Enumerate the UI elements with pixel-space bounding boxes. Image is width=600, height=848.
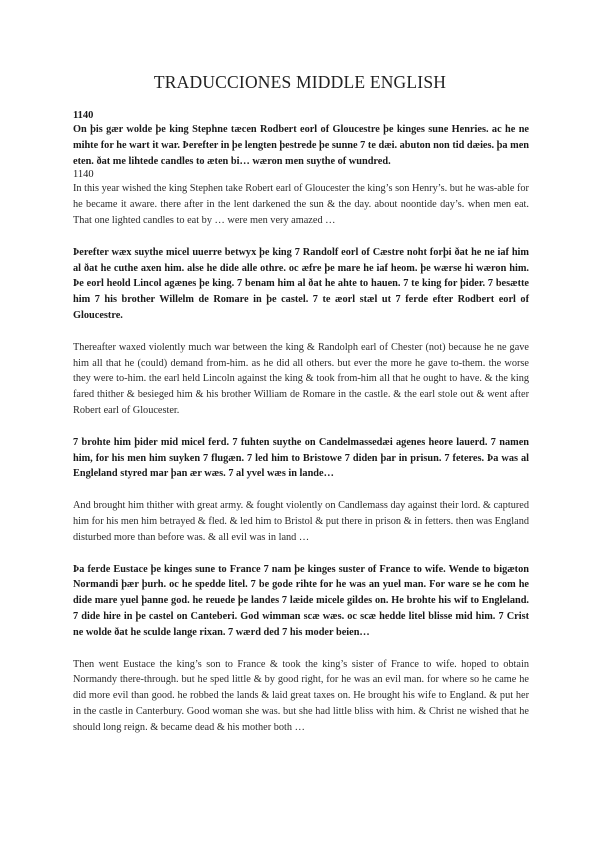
modern-translation-paragraph-3: And brought him thither with great army. & fought violently on Candlemass day against their lord. & captured him for his men him betrayed & fled. & led him to Bristol & put there in prison & in fetters. then was England disturbed more than before was. & all evil was in land … xyxy=(73,500,529,543)
old-english-paragraph-4: Þa ferde Eustace þe kinges sune to France 7 nam þe kinges suster of France to wife. Wende to bigæton Normandi þær þurh. oc he spedde litel. 7 be gode rihte for he was an yuel man. For ware se he com he dide mare yuel þanne god. he reuede þe landes 7 læide micele gildes on. He brohte his wif to Engleland. 7 dide hire in þe castel on Canteberi. God wimman scæ wæs. oc scæ hedde litel blisse mid him. 7 Crist ne wolde ðat he sculde lange rixan. 7 wærd ded 7 his moder beien… xyxy=(73,563,529,638)
year-heading: 1140 xyxy=(73,110,94,121)
year-heading-repeat: 1140 xyxy=(73,169,94,181)
modern-translation-paragraph-4: Then went Eustace the king’s son to France & took the king’s sister of France to wife. hoped to obtain Normandy there-through. but he sped little & by good right, for he was an evil man. for where so he came he did more evil than good. he robbed the lands & laid great taxes on. He brought his wife to England. & put her in the castle in Canterbury. Good woman she was. but she had little bliss with him. & Christ ne wished that he should long reign. & became dead & his mother both … xyxy=(73,658,529,733)
modern-translation-paragraph-2: Thereafter waxed violently much war between the king & Randolph earl of Chester (not) because he ne gave him all that he (could) demand from-him. as he did all others. but ever the more he gave to-them. the worse they were to-him. the earl held Lincoln against the king & took from-him all that he ought to have. & the king fared thither & besieged him & his brother William de Romare in the castle. & the earl stole out & went after Robert earl of Gloucester. xyxy=(73,341,529,416)
modern-translation-paragraph-1: In this year wished the king Stephen take Robert earl of Gloucester the king’s son Henry’s. but he was-able for he became it aware. there after in the lent darkened the sun & the day. about noontide day’s. when men eat. That one lighted candles to eat by … were men very amazed … xyxy=(73,183,529,226)
page-title: TRADUCCIONES MIDDLE ENGLISH xyxy=(153,72,447,92)
old-english-paragraph-2: Þerefter wæx suythe micel uuerre betwyx þe king 7 Randolf eorl of Cæstre noht forþi ðat he ne iaf him al ðat he cuthe axen him. alse he dide alle othre. oc æfre þe mare he iaf heom. þe wærse hi wæron him. Þe eorl heold Lincol agænes þe king. 7 benam him al ðat he ahte to hauen. 7 te king for þider. 7 besætte him 7 his brother Willelm de Romare in þe castel. 7 te æorl stæl ut 7 ferde efter Rodbert eorl of Gloucestre. xyxy=(73,246,529,321)
old-english-paragraph-1: On þis gær wolde þe king Stephne tæcen Rodbert eorl of Gloucestre þe kinges sune Henries. ac he ne mihte for he wart it war. Þerefter in þe lengten þestrede þe sunne 7 te dæi. abuton non tid dæies. þa men eten. ðat me lihtede candles to æten bi… wæron men suythe of wundred. xyxy=(73,124,529,167)
old-english-paragraph-3: 7 brohte him þider mid micel ferd. 7 fuhten suythe on Candelmassedæi agenes heore lauerd. 7 namen him, for his men him suyken 7 flugæn. 7 led him to Bristowe 7 diden þar in prisun. 7 feteres. Þa was al Engleland styred mar þan ær wæs. 7 al yvel wæs in lande… xyxy=(73,436,529,480)
document-body xyxy=(73,110,529,736)
